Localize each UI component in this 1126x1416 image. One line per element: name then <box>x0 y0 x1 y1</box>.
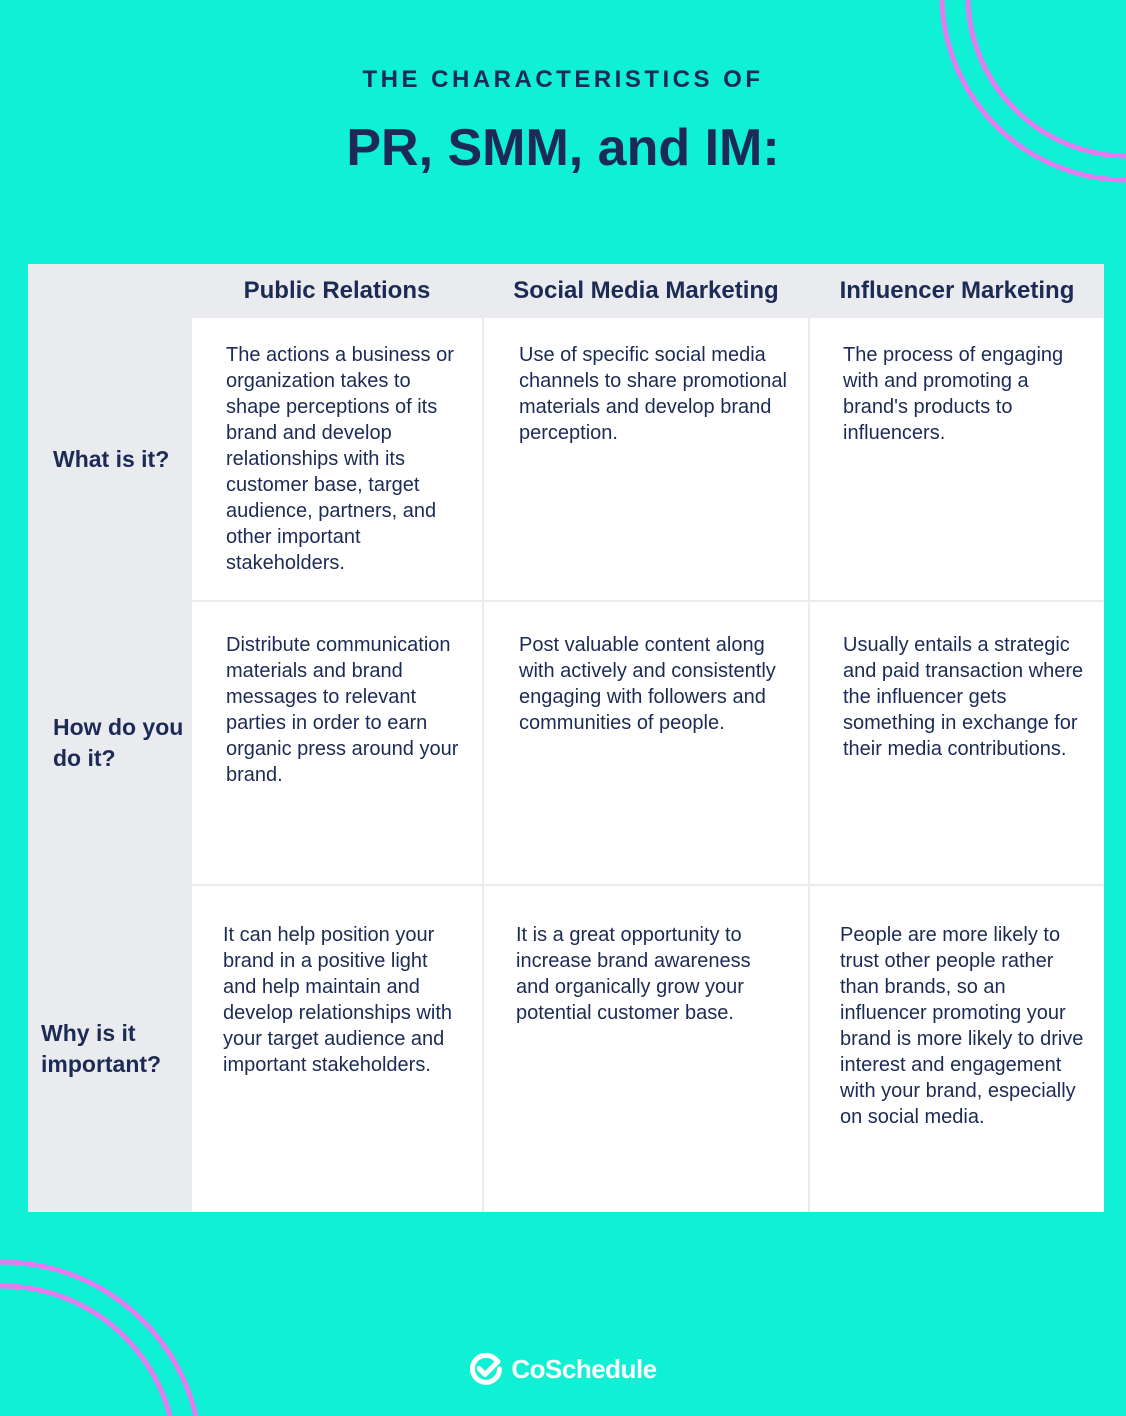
coschedule-logo <box>0 1352 1126 1386</box>
comparison-table <box>28 264 1104 1212</box>
row-header-why <box>28 886 191 1212</box>
column-header-social-media-marketing: Social Media Marketing <box>513 277 779 304</box>
row-header-label: How do you do it? <box>53 714 184 771</box>
row-header-label: What is it? <box>53 445 170 472</box>
column-header-public-relations: Public Relations <box>243 277 431 304</box>
row-header-what <box>28 318 217 600</box>
logo-text: CoSchedule <box>511 1353 657 1384</box>
table-cell: The process of engaging with and promoting a brand's products to influencers. <box>810 318 1104 600</box>
supertitle: THE CHARACTERISTICS OF <box>362 66 764 93</box>
check-circle-icon <box>469 1352 503 1386</box>
bottom-left-arc-inner <box>0 1286 170 1416</box>
page-title: PR, SMM, and IM: <box>346 119 780 177</box>
table-cell: Usually entails a strategic and paid transaction where the influencer gets something in exchange for their media contributions. <box>810 602 1104 884</box>
column-header-influencer-marketing: Influencer Marketing <box>839 277 1075 304</box>
row-header-label: Why is it important? <box>41 1020 162 1077</box>
row-header-how <box>28 602 193 884</box>
bottom-left-arc-outer <box>0 1262 196 1416</box>
table-cell: Distribute communication materials and brand messages to relevant parties in order to earn organic press around your brand. <box>192 602 482 884</box>
table-cell: It is a great opportunity to increase brand awareness and organically grow your potential customer base. <box>484 886 808 1212</box>
table-cell: The actions a business or organization takes to shape perceptions of its brand and develop relationships with its customer base, target audience, partners, and other important stakeholders. <box>192 318 482 600</box>
table-cell: It can help position your brand in a positive light and help maintain and develop relationships with your target audience and important stakeholders. <box>192 886 482 1212</box>
table-cell: People are more likely to trust other people rather than brands, so an influencer promoting your brand is more likely to drive interest and engagement with your brand, especially on social media. <box>810 886 1104 1212</box>
table-cell: Post valuable content along with actively and consistently engaging with followers and communities of people. <box>484 602 808 884</box>
table-cell: Use of specific social media channels to share promotional materials and develop brand perception. <box>484 318 808 600</box>
